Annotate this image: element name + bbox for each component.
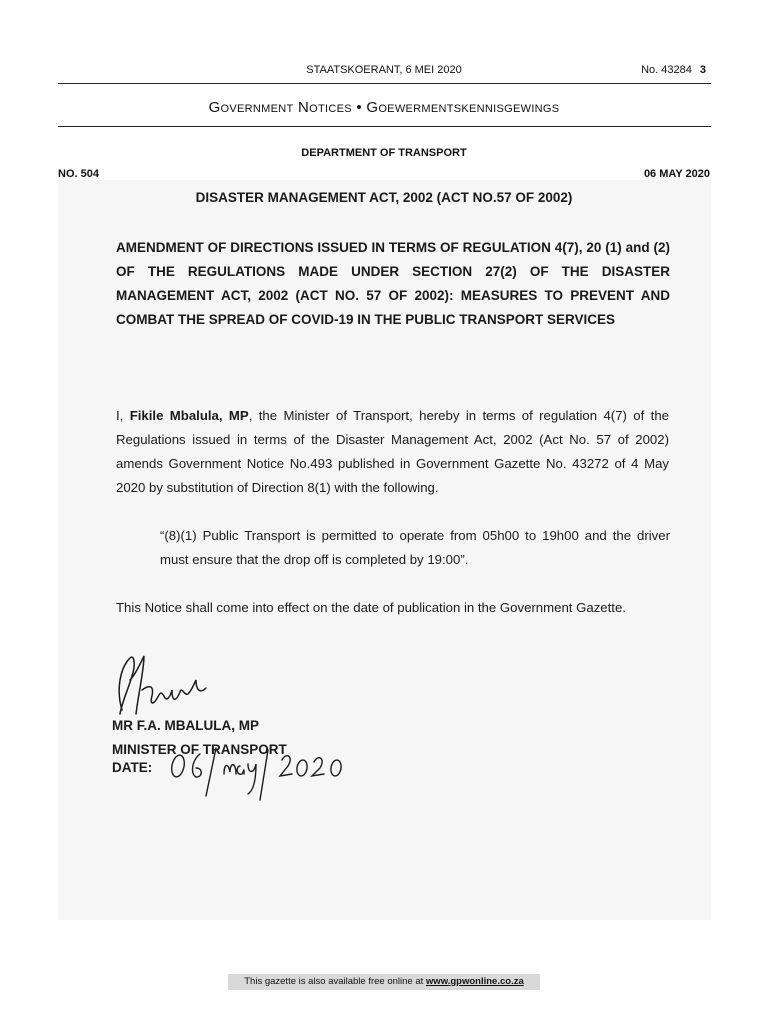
gazette-title: STAATSKOERANT, 6 MEI 2020 bbox=[306, 64, 462, 76]
notice-date: 06 MAY 2020 bbox=[643, 168, 710, 180]
department-heading: DEPARTMENT OF TRANSPORT bbox=[301, 147, 467, 159]
footer-link[interactable]: www.gpwonline.co.za bbox=[425, 976, 524, 987]
signer-title: MINISTER OF TRANSPORT bbox=[112, 742, 287, 757]
minister-name: Fikile Mbalula, MP bbox=[129, 408, 249, 423]
header-rule bbox=[58, 83, 711, 84]
handwritten-signature bbox=[108, 650, 218, 720]
footer-text: This gazette is also available free online at bbox=[244, 976, 426, 987]
signer-name: MR F.A. MBALULA, MP bbox=[112, 718, 259, 733]
amendment-title: AMENDMENT OF DIRECTIONS ISSUED IN TERMS OF REGULATION 4(7), 20 (1) and (2) OF THE REGULATIONS MADE UNDER SECTION 27(2) OF THE DISASTER MANAGEMENT ACT, 2002 (ACT NO. 57 OF 2002): MEASURES TO PREVENT AND COMBAT THE SPREAD OF COVID-19 IN THE PUBLIC TRANSPORT SERVICES bbox=[116, 240, 670, 327]
section-rule bbox=[58, 126, 711, 127]
handwritten-date bbox=[168, 744, 358, 804]
notice-number: NO. 504 bbox=[58, 168, 99, 180]
date-label: DATE: bbox=[112, 760, 153, 775]
para1-prefix: I, bbox=[116, 408, 130, 423]
footer-banner bbox=[228, 974, 540, 990]
para1-body: , the Minister of Transport, hereby in terms of regulation 4(7) of the Regulations issued in terms of the Disaster Management Act, 2002 (Act No. 57 of 2002) amends Government Notice No.493 published in Government Gazette No. 43272 of 4 May 2020 by substitution of Direction 8(1) with the following. bbox=[116, 408, 669, 495]
section-title: Government Notices • Goewermentskennisgewings bbox=[208, 99, 560, 116]
gazette-number bbox=[641, 64, 706, 76]
page-number: 3 bbox=[699, 64, 706, 76]
paragraph-minister bbox=[116, 404, 669, 500]
paragraph-effect: This Notice shall come into effect on the date of publication in the Government Gazette. bbox=[116, 600, 626, 615]
gazette-number-text: No. 43284 bbox=[641, 64, 692, 76]
quoted-direction: “(8)(1) Public Transport is permitted to operate from 05h00 to 19h00 and the driver must ensure that the drop off is completed by 19:00”. bbox=[160, 528, 670, 567]
act-title: DISASTER MANAGEMENT ACT, 2002 (ACT NO.57 OF 2002) bbox=[195, 190, 573, 205]
